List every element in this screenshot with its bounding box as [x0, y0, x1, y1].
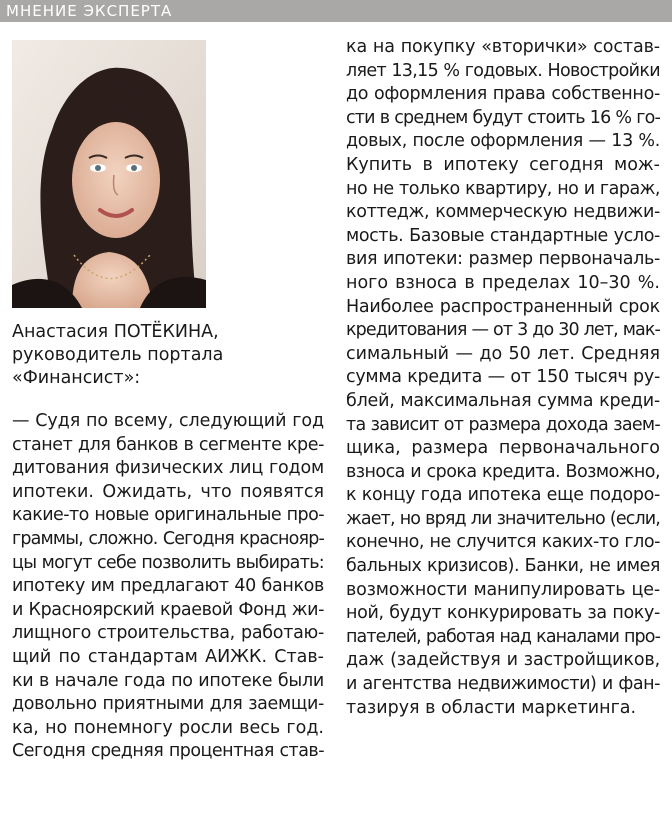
text-line: ляет 13,15 % годовых. Новостройки — [346, 60, 660, 81]
expert-caption — [12, 321, 332, 390]
text-line: ка, но понемногу росли весь год. — [12, 717, 324, 738]
text-line: сти в среднем будут стоить 16 % го- — [346, 107, 660, 128]
text-line: конечно, не случится каких-то гло- — [346, 532, 660, 553]
text-line: жает, но вряд ли значительно (если, — [346, 508, 660, 529]
text-line: дитования физических лиц годом — [12, 458, 324, 479]
text-line: щий по стандартам АИЖК. Став- — [12, 646, 324, 667]
text-line: и агентства недвижимости) и фан- — [346, 674, 660, 695]
text-line: довых, после оформления — 13 %. — [346, 131, 660, 152]
text-line: ной, будут конкурировать за поку- — [346, 603, 660, 624]
text-line: лищного строительства, работаю- — [12, 623, 324, 644]
text-line: та зависит от размера дохода заем- — [346, 414, 660, 435]
text-line: станет для банков в сегменте кре- — [12, 434, 324, 455]
text-line: щика, размера первоначального — [346, 438, 660, 459]
text-line: к концу года ипотека еще подоро- — [346, 485, 660, 506]
expert-last-name: ПОТЁКИНА, — [113, 322, 219, 342]
text-line: ипотеку им предлагают 40 банков — [12, 576, 324, 597]
section-header — [0, 0, 672, 22]
text-line: какие-то новые оригинальные про- — [12, 505, 324, 526]
expert-first-name: Анастасия — [12, 322, 114, 342]
text-line: ки в начале года по ипотеке были — [12, 670, 324, 691]
text-line: и Красноярский краевой Фонд жи- — [12, 599, 324, 620]
text-line: тазируя в области маркетинга. — [346, 697, 637, 718]
expert-organization: «Финансист»: — [12, 368, 141, 388]
article-column-left — [12, 410, 324, 764]
text-line: сумма кредита — от 150 тысяч ру- — [346, 367, 660, 388]
text-line: Сегодня средняя процентная став- — [12, 741, 324, 762]
portrait-illustration — [12, 40, 206, 308]
text-line: — Судя по всему, следующий год — [12, 411, 324, 431]
text-line: пателей, работая над каналами про- — [346, 626, 660, 647]
text-line: ипотеки. Ожидать, что появятся — [12, 481, 324, 502]
text-line: даж (задействуя и застройщиков, — [346, 650, 660, 671]
text-line: бальных кризисов). Банки, не имея — [346, 556, 660, 577]
text-line: ка на покупку «вторички» состав- — [346, 37, 660, 57]
expert-portrait-photo — [12, 40, 206, 308]
section-label: МНЕНИЕ ЭКСПЕРТА — [6, 2, 173, 20]
text-line: симальный — до 50 лет. Средняя — [346, 343, 660, 364]
text-line: блей, максимальная сумма креди- — [346, 390, 660, 411]
text-line: цы могут себе позволить выбирать: — [12, 552, 324, 573]
text-line: довольно приятными для заемщи- — [12, 694, 324, 715]
text-line: ного взноса в пределах 10–30 %. — [346, 272, 660, 293]
expert-role: руководитель портала — [12, 345, 224, 365]
text-line: взноса и срока кредита. Возможно, — [346, 461, 660, 482]
text-line: Купить в ипотеку сегодня мож- — [346, 154, 660, 175]
text-line: кредитования — от 3 до 30 лет, мак- — [346, 320, 660, 341]
text-line: до оформления права собственно- — [346, 84, 660, 105]
text-line: но не только квартиру, но и гараж, — [346, 178, 660, 199]
text-line: мость. Базовые стандартные усло- — [346, 225, 660, 246]
text-line: возможности манипулировать це- — [346, 579, 660, 600]
text-line: граммы, сложно. Сегодня краснояр- — [12, 528, 324, 549]
article-column-right — [346, 36, 660, 720]
expert-name — [12, 321, 332, 344]
text-line: Наиболее распространенный срок — [346, 296, 660, 317]
text-line: вия ипотеки: размер первоначаль- — [346, 249, 660, 270]
text-line: коттедж, коммерческую недвижи- — [346, 202, 660, 223]
